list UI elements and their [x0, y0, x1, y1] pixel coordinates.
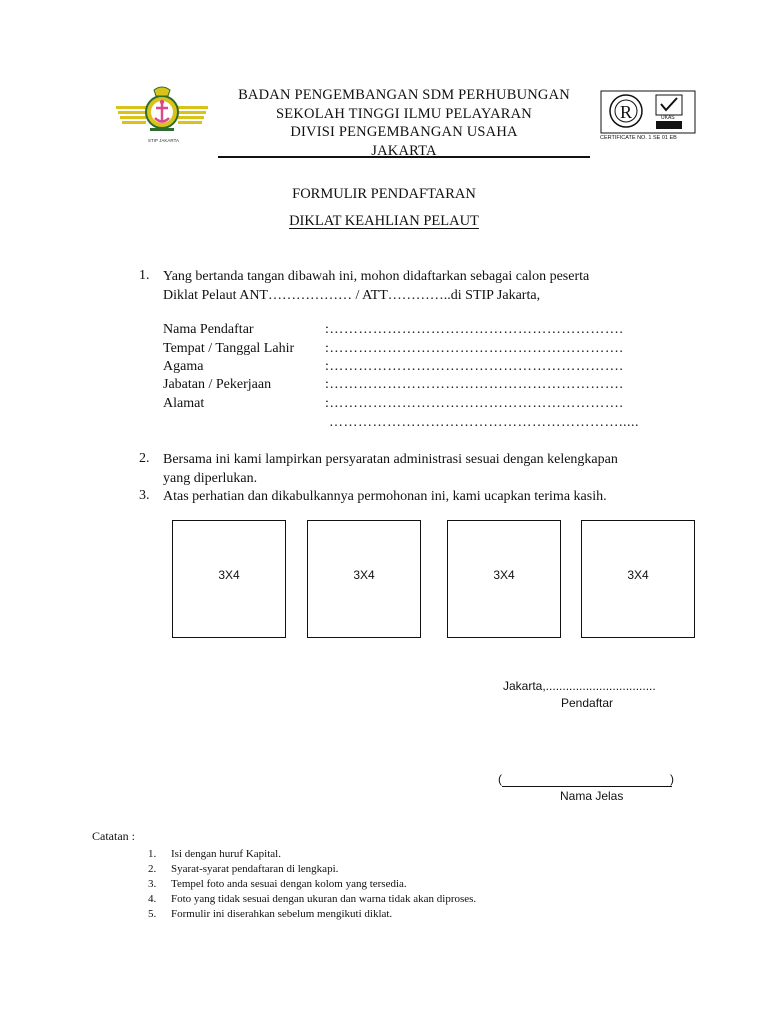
note-number: 2. — [148, 863, 157, 875]
signature-close-paren: ) — [670, 772, 674, 786]
signature-open-paren: ( — [498, 772, 502, 786]
item-number: 3. — [139, 488, 150, 503]
item-text: Diklat Pelaut ANT……………… / ATT…………..di STIP Jakarta, — [163, 288, 541, 303]
header-divider — [218, 156, 590, 158]
item-text: Bersama ini kami lampirkan persyaratan administrasi sesuai dengan kelengkapan — [163, 452, 618, 467]
header-line: DIVISI PENGEMBANGAN USAHA — [290, 124, 518, 140]
note-number: 3. — [148, 878, 157, 890]
form-subtitle — [0, 213, 768, 230]
photo-box[interactable] — [172, 520, 286, 638]
field-label-nama: Nama Pendaftar — [163, 322, 254, 337]
item-number: 2. — [139, 451, 150, 466]
photo-size-label: 3X4 — [353, 568, 375, 582]
note-text: Foto yang tidak sesuai dengan ukuran dan warna tidak akan diproses. — [171, 893, 477, 905]
note-text: Formulir ini diserahkan sebelum mengikuti diklat. — [171, 908, 393, 920]
note-text: Isi dengan huruf Kapital. — [171, 848, 281, 860]
note-item — [148, 908, 392, 920]
field-label-jabatan: Jabatan / Pekerjaan — [163, 377, 272, 392]
header-line: BADAN PENGEMBANGAN SDM PERHUBUNGAN — [238, 87, 570, 103]
photo-box[interactable] — [447, 520, 561, 638]
item-text: Yang bertanda tangan dibawah ini, mohon didaftarkan sebagai calon peserta — [163, 269, 590, 284]
photo-size-label: 3X4 — [493, 568, 515, 582]
form-subtitle-text: DIKLAT KEAHLIAN PELAUT — [289, 213, 479, 229]
field-input-alamat-continued[interactable]: ……………………………………………………..... — [329, 415, 639, 430]
stip-logo — [112, 84, 212, 146]
notes-title: Catatan : — [92, 829, 135, 843]
field-input-agama[interactable]: :……………………………………………………. — [325, 359, 624, 374]
svg-text:R: R — [620, 102, 633, 122]
photo-box[interactable] — [581, 520, 695, 638]
item-number: 1. — [139, 268, 150, 283]
note-text: Syarat-syarat pendaftaran di lengkapi. — [171, 863, 339, 875]
header-line: JAKARTA — [371, 142, 437, 159]
field-input-ttl[interactable]: :……………………………………………………. — [325, 341, 624, 356]
ukas-badge-text: UKAS — [661, 115, 675, 121]
note-item — [148, 893, 476, 905]
note-item — [148, 863, 338, 875]
note-item — [148, 848, 281, 860]
form-title: FORMULIR PENDAFTARAN — [292, 186, 476, 202]
note-number: 1. — [148, 848, 157, 860]
place-date-field[interactable]: Jakarta,................................. — [503, 679, 656, 693]
field-label-alamat: Alamat — [163, 396, 205, 411]
photo-size-label: 3X4 — [218, 568, 240, 582]
institution-header — [218, 86, 590, 160]
field-input-jabatan[interactable]: :……………………………………………………. — [325, 377, 624, 392]
full-name-label: Nama Jelas — [560, 789, 624, 803]
stip-logo-caption: STIP JAKARTA — [148, 138, 180, 143]
note-number: 5. — [148, 908, 157, 920]
signature-line[interactable] — [502, 786, 672, 787]
note-item — [148, 878, 407, 890]
iso-certification-logo — [600, 90, 696, 142]
item-text: Atas perhatian dan dikabulkannya permohonan ini, kami ucapkan terima kasih. — [163, 489, 607, 504]
signer-role: Pendaftar — [561, 696, 614, 710]
note-text: Tempel foto anda sesuai dengan kolom yang tersedia. — [171, 878, 407, 890]
certificate-caption: CERTIFICATE NO. 1 SE 01 EB — [600, 135, 677, 141]
photo-size-label: 3X4 — [627, 568, 649, 582]
item-text: yang diperlukan. — [163, 471, 258, 486]
header-line: SEKOLAH TINGGI ILMU PELAYARAN — [276, 105, 532, 122]
field-label-ttl: Tempat / Tanggal Lahir — [163, 341, 295, 356]
field-input-alamat[interactable]: :……………………………………………………. — [325, 396, 624, 411]
photo-box[interactable] — [307, 520, 421, 638]
note-number: 4. — [148, 893, 157, 905]
field-input-nama[interactable]: :……………………………………………………. — [325, 322, 624, 337]
field-label-agama: Agama — [163, 359, 204, 374]
